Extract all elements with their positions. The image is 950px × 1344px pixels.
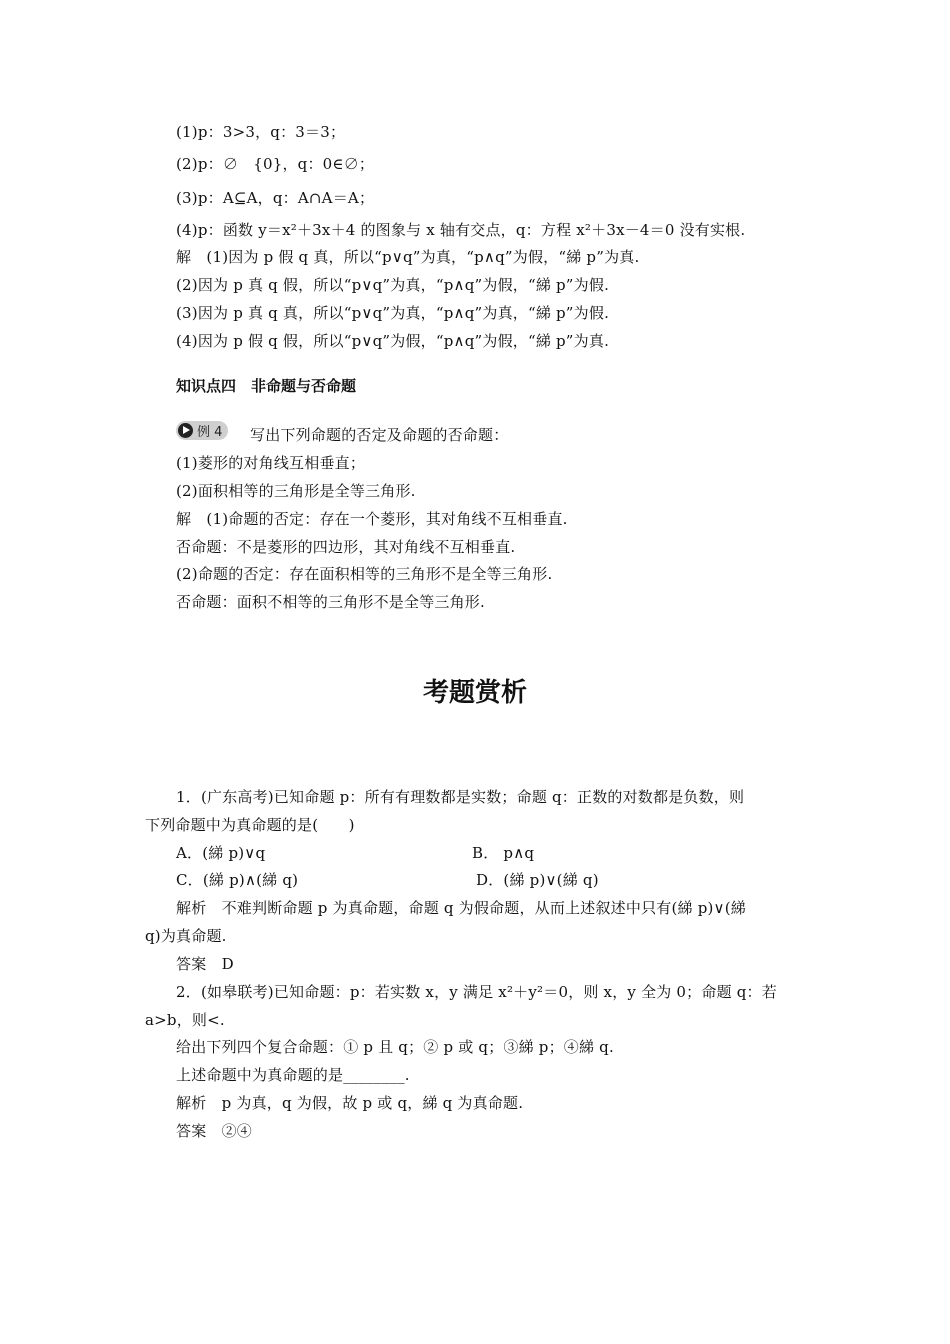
section3-solution-1: 解 (1)因为 p 假 q 真，所以“p∨q”为真，“p∧q”为假，“綈 p”为真. (176, 248, 640, 266)
example4-item-2: (2)面积相等的三角形是全等三角形. (176, 482, 416, 500)
problem2-answer: 答案 ②④ (176, 1122, 253, 1140)
section3-item-2: (2)p：∅ {0}，q：0∈∅； (176, 155, 375, 173)
example4-solution-4: 否命题：面积不相等的三角形不是全等三角形. (176, 593, 485, 611)
problem2-analysis: 解析 p 为真，q 为假，故 p 或 q，綈 q 为真命题. (176, 1094, 524, 1112)
example4-solution-2: 否命题：不是菱形的四边形，其对角线不互相垂直. (176, 538, 516, 556)
example4-solution-1: 解 (1)命题的否定：存在一个菱形，其对角线不互相垂直. (176, 510, 568, 528)
problem1-answer: 答案 D (176, 955, 234, 973)
section3-item-4: (4)p：函数 y＝x²＋3x＋4 的图象与 x 轴有交点，q：方程 x²＋3x－4＝0 没有实根. (176, 221, 746, 239)
problem1-stem-line2: 下列命题中为真命题的是( ) (145, 816, 355, 834)
example4-item-1: (1)菱形的对角线互相垂直； (176, 454, 366, 472)
problem1-stem-line1: 1．(广东高考)已知命题 p：所有有理数都是实数；命题 q：正数的对数都是负数，则 (176, 788, 745, 806)
section3-item-1: (1)p：3>3，q：3＝3； (176, 123, 346, 141)
problem1-option-d: D．(綈 p)∨(綈 q) (476, 871, 599, 889)
section3-solution-3: (3)因为 p 真 q 真，所以“p∨q”为真，“p∧q”为真，“綈 p”为假. (176, 304, 610, 322)
problem1-option-a: A．(綈 p)∨q (176, 844, 266, 862)
problem1-analysis-line2: q)为真命题. (145, 927, 227, 945)
example-badge-label: 例 4 (197, 425, 223, 440)
problem1-option-c: C．(綈 p)∧(綈 q) (176, 871, 299, 889)
problem1-analysis-line1: 解析 不难判断命题 p 为真命题，命题 q 为假命题，从而上述叙述中只有(綈 p)∨(綈 (176, 899, 746, 917)
problem2-question: 上述命题中为真命题的是________. (176, 1066, 410, 1084)
problem2-given: 给出下列四个复合命题：① p 且 q；② p 或 q；③綈 p；④綈 q. (176, 1038, 614, 1056)
analysis-title: 考题赏析 (422, 678, 527, 708)
section3-solution-2: (2)因为 p 真 q 假，所以“p∨q”为真，“p∧q”为假，“綈 p”为假. (176, 276, 610, 294)
play-icon (178, 423, 193, 438)
problem2-stem-line1: 2．(如皋联考)已知命题：p：若实数 x，y 满足 x²＋y²＝0，则 x，y 全为 0；命题 q：若 (176, 983, 777, 1001)
section3-item-3: (3)p：A⊆A，q：A∩A＝A； (176, 189, 375, 207)
problem1-option-b: B． p∧q (472, 844, 535, 862)
section3-solution-4: (4)因为 p 假 q 假，所以“p∨q”为假，“p∧q”为假，“綈 p”为真. (176, 332, 610, 350)
example4-solution-3: (2)命题的否定：存在面积相等的三角形不是全等三角形. (176, 565, 553, 583)
knowledge-point-title: 知识点四 非命题与否命题 (176, 377, 357, 395)
problem2-stem-line2: a>b，则<. (145, 1011, 225, 1029)
example4-prompt: 写出下列命题的否定及命题的否命题： (250, 426, 509, 444)
example-badge (176, 421, 228, 440)
